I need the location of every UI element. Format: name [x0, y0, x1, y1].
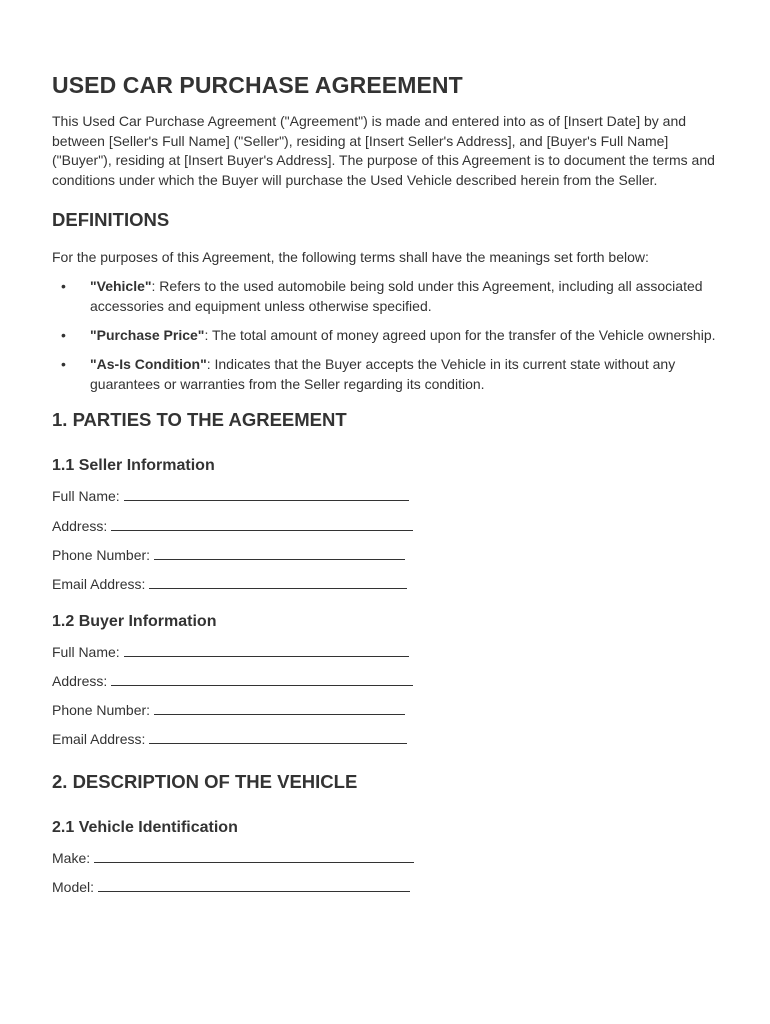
field-label: Email Address: [52, 731, 146, 748]
buyer-address-field [52, 672, 722, 692]
buyer-email-field [52, 730, 722, 750]
definition-term: "Vehicle" [90, 278, 152, 295]
definition-term: "Purchase Price" [90, 327, 205, 344]
seller-info-heading: 1.1 Seller Information [52, 457, 215, 475]
bullet-icon: • [61, 356, 66, 373]
field-label: Full Name: [52, 643, 120, 660]
intro-paragraph: This Used Car Purchase Agreement ("Agreement") is made and entered into as of [Insert Date] by and between [Seller's Full Name] ("Seller"), residing at [Insert Seller's Address], and [Buyer's Full Name] ("Buyer"), residing at [Insert Buyer's Address]. The purpose of this Agreement is to document the terms and conditions under which the Buyer will purchase the Used Vehicle described herein from the Seller. [52, 113, 715, 188]
document-title: USED CAR PURCHASE AGREEMENT [52, 72, 463, 98]
definition-item-purchase-price [52, 326, 722, 346]
bullet-icon: • [61, 278, 66, 295]
buyer-phone-field [52, 701, 722, 721]
buyer-address-blank[interactable] [111, 673, 413, 686]
field-label: Address: [52, 672, 108, 689]
seller-full-name-field [52, 487, 722, 507]
vehicle-model-blank[interactable] [98, 879, 410, 892]
seller-fields [52, 487, 722, 594]
buyer-email-blank[interactable] [149, 731, 407, 744]
bullet-icon: • [61, 327, 66, 344]
field-label: Phone Number: [52, 701, 151, 718]
definitions-heading: DEFINITIONS [52, 209, 170, 231]
definition-item-as-is-condition [52, 355, 722, 394]
seller-address-field [52, 517, 722, 537]
definitions-lead: For the purposes of this Agreement, the following terms shall have the meanings set forth below: [52, 249, 649, 266]
vehicle-make-field [52, 849, 722, 869]
definition-text: : Refers to the used automobile being sold under this Agreement, including all associated accessories and equipment unless otherwise specified. [90, 278, 703, 315]
field-label: Make: [52, 849, 91, 866]
field-label: Address: [52, 517, 108, 534]
seller-full-name-blank[interactable] [124, 488, 409, 501]
seller-phone-blank[interactable] [154, 547, 405, 560]
seller-address-blank[interactable] [111, 518, 413, 531]
buyer-info-heading: 1.2 Buyer Information [52, 612, 217, 630]
definition-text: : The total amount of money agreed upon for the transfer of the Vehicle ownership. [204, 327, 716, 344]
buyer-full-name-field [52, 643, 722, 663]
section-2-heading: 2. DESCRIPTION OF THE VEHICLE [52, 770, 358, 792]
vehicle-fields [52, 849, 722, 898]
definition-text: : Indicates that the Buyer accepts the Vehicle in its current state without any guarantees or warranties from the Seller regarding its condition. [90, 356, 676, 392]
definition-item-vehicle [52, 277, 722, 316]
field-label: Email Address: [52, 576, 146, 592]
field-label: Model: [52, 878, 95, 895]
seller-phone-field [52, 546, 722, 566]
vehicle-model-field [52, 878, 722, 898]
field-label: Phone Number: [52, 546, 151, 563]
buyer-fields [52, 643, 722, 750]
document-page [52, 70, 722, 898]
definitions-list [52, 277, 722, 394]
vehicle-make-blank[interactable] [94, 850, 414, 863]
definition-term: "As-Is Condition" [90, 356, 207, 373]
field-label: Full Name: [52, 488, 120, 505]
section-1-heading: 1. PARTIES TO THE AGREEMENT [52, 409, 347, 431]
vehicle-id-heading: 2.1 Vehicle Identification [52, 818, 238, 836]
seller-email-blank[interactable] [149, 576, 407, 589]
seller-email-field [52, 575, 722, 595]
buyer-full-name-blank[interactable] [124, 644, 409, 657]
buyer-phone-blank[interactable] [154, 702, 405, 715]
